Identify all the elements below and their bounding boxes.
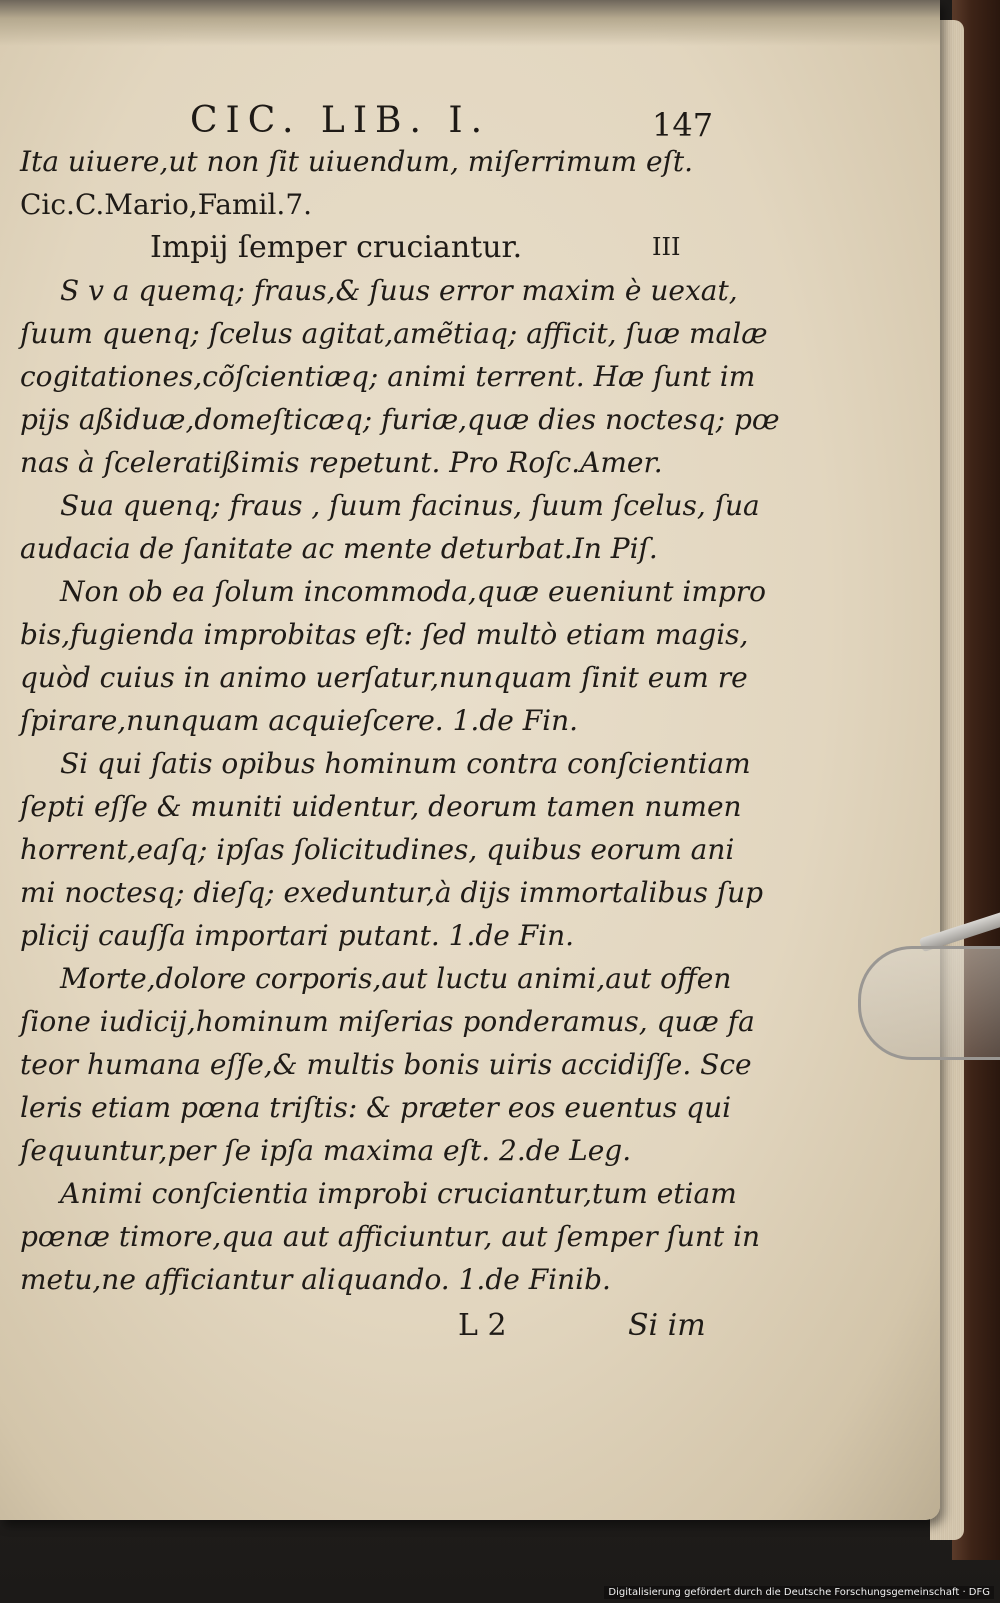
text-line: Morte,dolore corporis,aut luctu animi,aut offen (60, 962, 732, 995)
text-line: ſepti eſſe & muniti uidentur, deorum tamen numen (20, 790, 742, 823)
running-head: CIC. LIB. I. (190, 100, 491, 141)
text-line: cogitationes,cõſcientiæq; animi terrent. Hæ ſunt im (20, 360, 756, 393)
text-line: nas à ſceleratißimis repetunt. Pro Roſc.Amer. (20, 446, 663, 479)
text-line: Animi conſcientia improbi cruciantur,tum etiam (60, 1177, 737, 1210)
text-line: Ita uiuere,ut non ſit uiuendum, miſerrimum eſt. (20, 145, 694, 178)
digitization-credit: Digitalisierung gefördert durch die Deutsche Forschungsgemeinschaft · DFG (604, 1586, 994, 1599)
text-line: mi noctesq; dieſq; exeduntur,à dijs immortalibus ſup (20, 876, 764, 909)
heading-marker: III (652, 233, 681, 261)
signature-mark: L 2 (458, 1308, 507, 1343)
text-line: Non ob ea ſolum incommoda,quæ eueniunt impro (60, 575, 767, 608)
text-line: plicij cauſſa importari putant. 1.de Fin. (20, 919, 575, 952)
text-line: Si qui ſatis opibus hominum contra conſcientiam (60, 747, 751, 780)
text-line: audacia de ſanitate ac mente deturbat.In Piſ. (20, 532, 658, 565)
text-line: Cic.C.Mario,Famil.7. (20, 188, 313, 221)
text-line: Sua quenq; fraus , ſuum facinus, ſuum ſcelus, ſua (60, 489, 760, 522)
heading-title: Impij ſemper cruciantur. (150, 230, 523, 265)
text-line: S v a quemq; fraus,& ſuus error maxim è uexat, (60, 274, 738, 307)
text-line: metu,ne afficiantur aliquando. 1.de Finib. (20, 1263, 611, 1296)
text-line: ſpirare,nunquam acquieſcere. 1.de Fin. (20, 704, 579, 737)
text-line: pœnæ timore,qua aut afficiuntur, aut ſemper ſunt in (20, 1220, 761, 1253)
text-line: teor humana eſſe,& multis bonis uiris accidiſſe. Sce (20, 1048, 752, 1081)
clip-ring (858, 946, 1000, 1060)
text-line: horrent,eaſq; ipſas ſolicitudines, quibus eorum ani (20, 833, 735, 866)
text-line: ſione iudicij,hominum miſerias ponderamus, quæ fa (20, 1005, 755, 1038)
text-line: ſuum quenq; ſcelus agitat,amẽtiaq; afficit, ſuæ malæ (20, 317, 768, 350)
text-line: leris etiam pœna triſtis: & præter eos euentus qui (20, 1091, 732, 1124)
page-footer (0, 1308, 940, 1358)
text-line: ſequuntur,per ſe ipſa maxima eſt. 2.de Leg. (20, 1134, 632, 1167)
catchword: Si im (628, 1308, 706, 1343)
page-clip (858, 920, 1000, 1080)
text-line: quòd cuius in animo uerſatur,nunquam ſinit eum re (20, 661, 748, 694)
page-number: 147 (652, 106, 714, 144)
text-line: pijs aßiduæ,domeſticæq; furiæ,quæ dies noctesq; pœ (20, 403, 780, 436)
section-heading (20, 226, 740, 269)
text-line: bis,fugienda improbitas eſt: ſed multò etiam magis, (20, 618, 749, 651)
body-text (20, 140, 780, 1301)
